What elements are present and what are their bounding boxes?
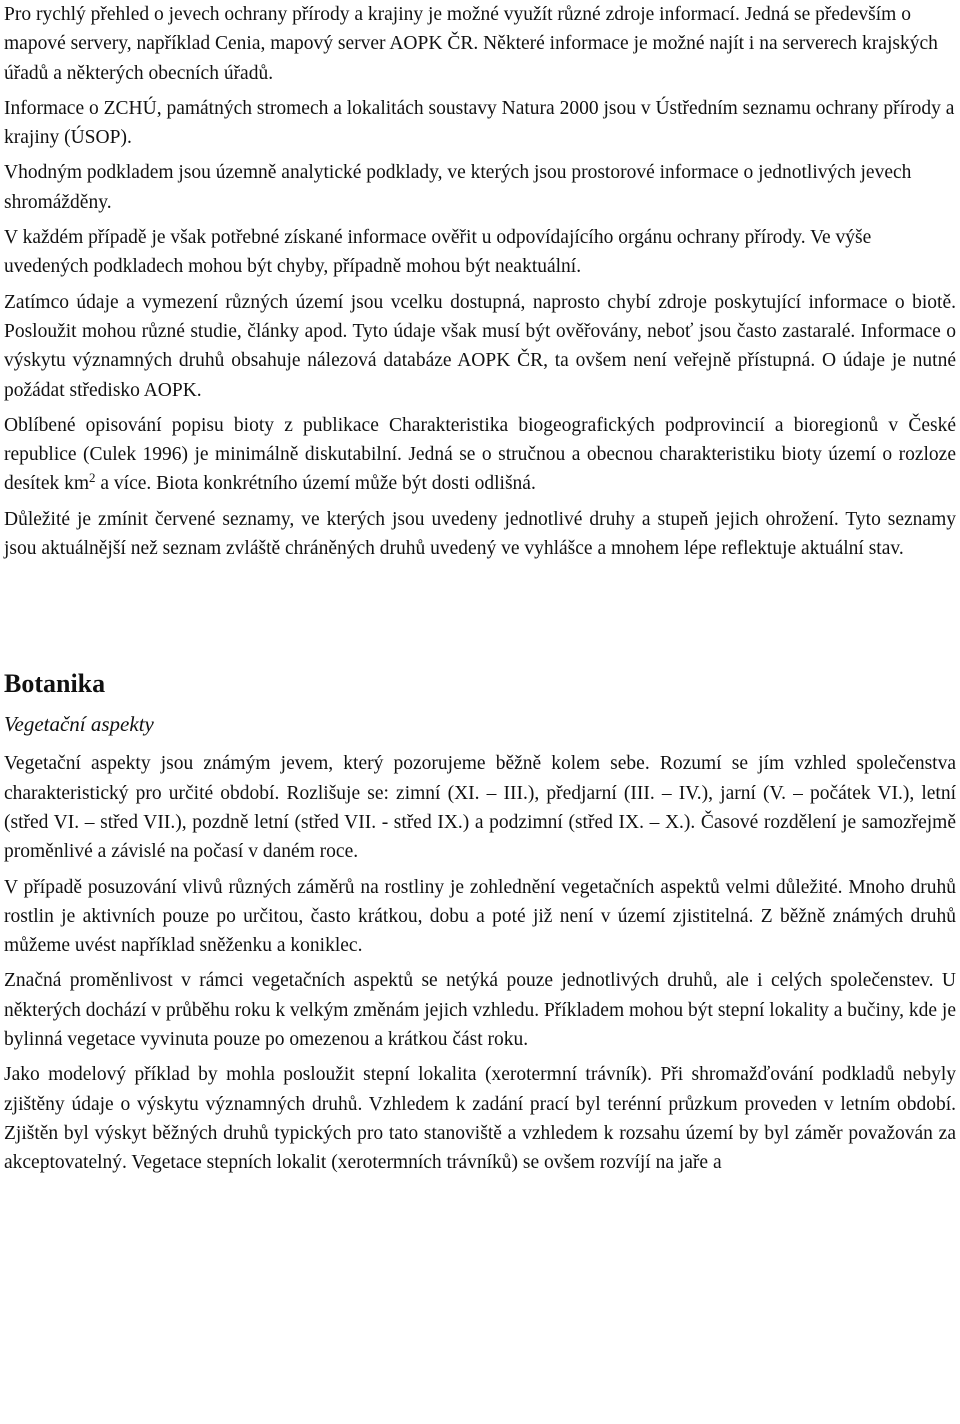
intro-paragraph-culek <box>4 411 956 499</box>
botanika-paragraph-communities: Značná proměnlivost v rámci vegetačních aspektů se netýká pouze jednotlivých druhů, ale i celých společenstev. U některých dochází v průběhu roku k velkým změnám jejich vzhledu. Příkladem mohou být stepní lokality a bučiny, kde je bylinná vegetace vyvinuta pouze po omezenou a krátkou část roku. <box>4 970 956 1051</box>
km-superscript: 2 <box>89 470 96 486</box>
intro-paragraph-usop: Informace o ZCHÚ, památných stromech a lokalitách soustavy Natura 2000 jsou v Ústředním seznamu ochrany přírody a krajiny (ÚSOP). <box>4 97 955 149</box>
botanika-paragraph-impact-assessment: V případě posuzování vlivů různých záměrů na rostliny je zohlednění vegetačních aspektů velmi důležité. Mnoho druhů rostlin je aktivních pouze po určitou, často krátkou, dobu a poté již není v území zjistitelná. Z běžně známých druhů můžeme uvést například sněženku a koniklec. <box>4 876 956 957</box>
document-page <box>4 0 956 1184</box>
intro-paragraph-sources: Pro rychlý přehled o jevech ochrany přírody a krajiny je možné využít různé zdroje informací. Jedná se především o mapové servery, například Cenia, mapový server AOPK ČR. Některé informace je možné najít i na serverech krajských úřadů a některých obecních úřadů. <box>4 4 938 84</box>
intro-paragraph-uap: Vhodným podkladem jsou územně analytické podklady, ve kterých jsou prostorové informace o jednotlivých jevech shromážděny. <box>4 162 912 213</box>
botanika-paragraph-model-example: Jako modelový příklad by mohla posloužit stepní lokalita (xerotermní trávník). Při shromažďování podkladů nebyly zjištěny údaje o výskytu významných druhů. Vzhledem k zadání prací byl terénní průzkum proveden v letním období. Zjištěn byl výskyt běžných druhů typických pro tato stanoviště a vzhledem k rozsahu území by byl záměr považován za akceptovatelný. Vegetace stepních lokalit (xerotermních trávníků) se ovšem rozvíjí na jaře a <box>4 1064 956 1174</box>
intro-paragraph-biota-data: Zatímco údaje a vymezení různých území jsou vcelku dostupná, naprosto chybí zdroje poskytující informace o biotě. Posloužit mohou různé studie, články apod. Tyto údaje však musí být ověřovány, neboť jsou často zastaralé. Informace o výskytu významných druhů obsahuje nálezová databáze AOPK ČR, ta ovšem není veřejně přístupná. O údaje je nutné požádat středisko AOPK. <box>4 291 956 401</box>
subsection-heading-vegetation-aspects: Vegetační aspekty <box>4 712 154 737</box>
culek-text-a: Oblíbené opisování popisu bioty z publikace Charakteristika biogeografických podprovincií a bioregionů v České republice (Culek 1996) je minimálně diskutabilní. Jedná se o stručnou a obecnou charakteristiku bioty území o rozloze desítek km <box>4 414 956 495</box>
botanika-paragraph-aspects: Vegetační aspekty jsou známým jevem, který pozorujeme běžně kolem sebe. Rozumí se jím vzhled společenstva charakteristický pro určité období. Rozlišuje se: zimní (XI. – III.), předjarní (III. – IV.), jarní (V. – počátek VI.), letní (střed VI. – střed VII.), pozdně letní (střed VII. - střed IX.) a podzimní (střed IX. – X.). Časové rozdělení je samozřejmě proměnlivé a závislé na počasí v daném roce. <box>4 753 956 863</box>
culek-text-b: a více. Biota konkrétního území může být dosti odlišná. <box>95 473 536 495</box>
intro-paragraph-verification: V každém případě je však potřebné získané informace ověřit u odpovídajícího orgánu ochrany přírody. Ve výše uvedených podkladech mohou být chyby, případně mohou být neaktuální. <box>4 227 872 278</box>
intro-paragraph-red-lists: Důležité je zmínit červené seznamy, ve kterých jsou uvedeny jednotlivé druhy a stupeň jejich ohrožení. Tyto seznamy jsou aktuálnější než seznam zvláště chráněných druhů uvedený ve vyhlášce a mnohem lépe reflektuje aktuální stav. <box>4 508 956 560</box>
section-heading-botanika: Botanika <box>4 669 106 699</box>
section-spacer <box>4 569 956 667</box>
